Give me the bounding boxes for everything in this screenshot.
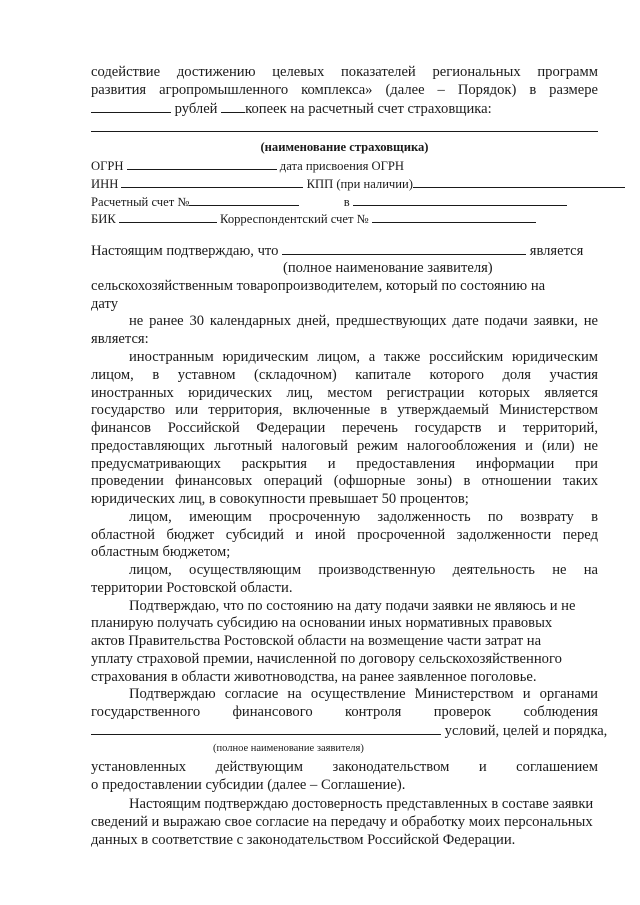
- ogrn-date-label: дата присвоения ОГРН: [279, 159, 405, 173]
- confirm2-line: актов Правительства Ростовской области на возмещение части затрат на: [91, 633, 542, 649]
- amount-kop-blank[interactable]: [221, 99, 245, 113]
- confirm1-line: проведении финансовых операций (офшорные зоны) в отношении таких: [91, 473, 598, 489]
- kpp-field[interactable]: [413, 174, 625, 188]
- bank-field[interactable]: [353, 192, 567, 206]
- confirm1-line: сельскохозяйственным товаропроизводителем, который по состоянию на: [91, 278, 546, 294]
- intro-line-3: [91, 99, 598, 118]
- inn-field[interactable]: [121, 174, 303, 188]
- consent-line-2: государственного финансового контроля проверок соблюдения: [91, 704, 598, 720]
- bik-field[interactable]: [119, 209, 217, 223]
- kpp-label: КПП (при наличии): [306, 177, 413, 191]
- confirm2-line: уплату страховой премии, начисленной по договору сельскохозяйственного: [91, 651, 562, 667]
- applicant-name-field[interactable]: [282, 241, 526, 255]
- confirm1-line: государство или территория, включенные в утверждаемый Министерством: [91, 402, 598, 418]
- consent-line-3: [91, 721, 608, 740]
- ogrn-label: ОГРН: [91, 159, 124, 173]
- inn-label: ИНН: [91, 177, 119, 191]
- final-line-3: данных в соответствие с законодательством Российской Федерации.: [91, 832, 516, 848]
- insurer-name-caption: (наименование страховщика): [260, 140, 429, 154]
- consent-applicant-field[interactable]: [91, 721, 441, 735]
- amount-rub-blank[interactable]: [91, 99, 171, 113]
- corr-label: Корреспондентский счет №: [220, 212, 369, 226]
- confirm1-line: лицом, имеющим просроченную задолженность по возврату в: [129, 509, 598, 525]
- rub-label: рублей: [174, 101, 218, 117]
- applicant-name-caption: (полное наименование заявителя): [283, 260, 493, 276]
- confirm1-first-line: [91, 241, 598, 260]
- intro-line-2: развития агропромышленного комплекса» (далее – Порядок) в размере: [91, 82, 598, 98]
- confirm1-line: не ранее 30 календарных дней, предшествующих дате подачи заявки, не: [129, 313, 598, 329]
- confirm1-line: предусматривающих раскрытия и предоставления информации при: [91, 456, 598, 472]
- insurer-name-line[interactable]: [91, 131, 598, 132]
- confirm1-line: является:: [91, 331, 149, 347]
- ogrn-row: [91, 156, 598, 175]
- account-label: Расчетный счет №: [91, 195, 190, 209]
- confirm1-line: областной бюджет субсидий и иной просроченной задолженности перед: [91, 527, 598, 543]
- confirm1-line: иностранным юридическим лицом, а также российским юридическим: [129, 349, 598, 365]
- consent-applicant-caption: (полное наименование заявителя): [213, 743, 364, 754]
- corr-field[interactable]: [372, 209, 536, 223]
- bik-label: БИК: [91, 212, 116, 226]
- confirm2-line: Подтверждаю, что по состоянию на дату подачи заявки не являюсь и не: [129, 598, 576, 614]
- confirm1-line: лицом, в уставном (складочном) капитале которого доля участия: [91, 367, 598, 383]
- final-line-1: Настоящим подтверждаю достоверность представленных в составе заявки: [129, 796, 594, 812]
- intro-line-1: содействие достижению целевых показателей региональных программ: [91, 64, 598, 80]
- consent-line-4: установленных действующим законодательством и соглашением: [91, 759, 598, 775]
- ogrn-field[interactable]: [127, 156, 277, 170]
- bik-row: [91, 209, 598, 228]
- confirm1-line: территории Ростовской области.: [91, 580, 293, 596]
- confirm1-line: дату: [91, 296, 119, 312]
- confirm1-line: лицом, осуществляющим производственную деятельность не на: [129, 562, 598, 578]
- final-line-2: сведений и выражаю свое согласие на передачу и обработку моих персональных: [91, 814, 593, 830]
- confirm1-line: финансов Российской Федерации перечень государств и территорий,: [91, 420, 598, 436]
- confirm2-line: страхования в области животноводства, на ранее заявленное поголовье.: [91, 669, 537, 685]
- bank-in-label: в: [343, 195, 350, 209]
- confirm1-end: является: [529, 243, 584, 259]
- consent-line-5: о предоставлении субсидии (далее – Соглашение).: [91, 777, 406, 793]
- consent-line-3-end: условий, целей и порядка,: [444, 723, 608, 739]
- confirm1-line: областным бюджетом;: [91, 544, 231, 560]
- confirm2-line: планирую получать субсидию на основании иных нормативных правовых: [91, 615, 553, 631]
- confirm1-line: предоставляющих льготный налоговый режим налогообложения и (или) не: [91, 438, 598, 454]
- confirm1-line: иностранных юридических лиц, местом регистрации которых является: [91, 385, 598, 401]
- kop-label: копеек на расчетный счет страховщика:: [245, 101, 492, 117]
- confirm1-line: юридических лиц, в совокупности превышает 50 процентов;: [91, 491, 469, 507]
- account-field[interactable]: [189, 192, 299, 206]
- confirm1-start: Настоящим подтверждаю, что: [91, 243, 279, 259]
- inn-row: [91, 174, 598, 193]
- consent-line-1: Подтверждаю согласие на осуществление Министерством и органами: [129, 686, 598, 702]
